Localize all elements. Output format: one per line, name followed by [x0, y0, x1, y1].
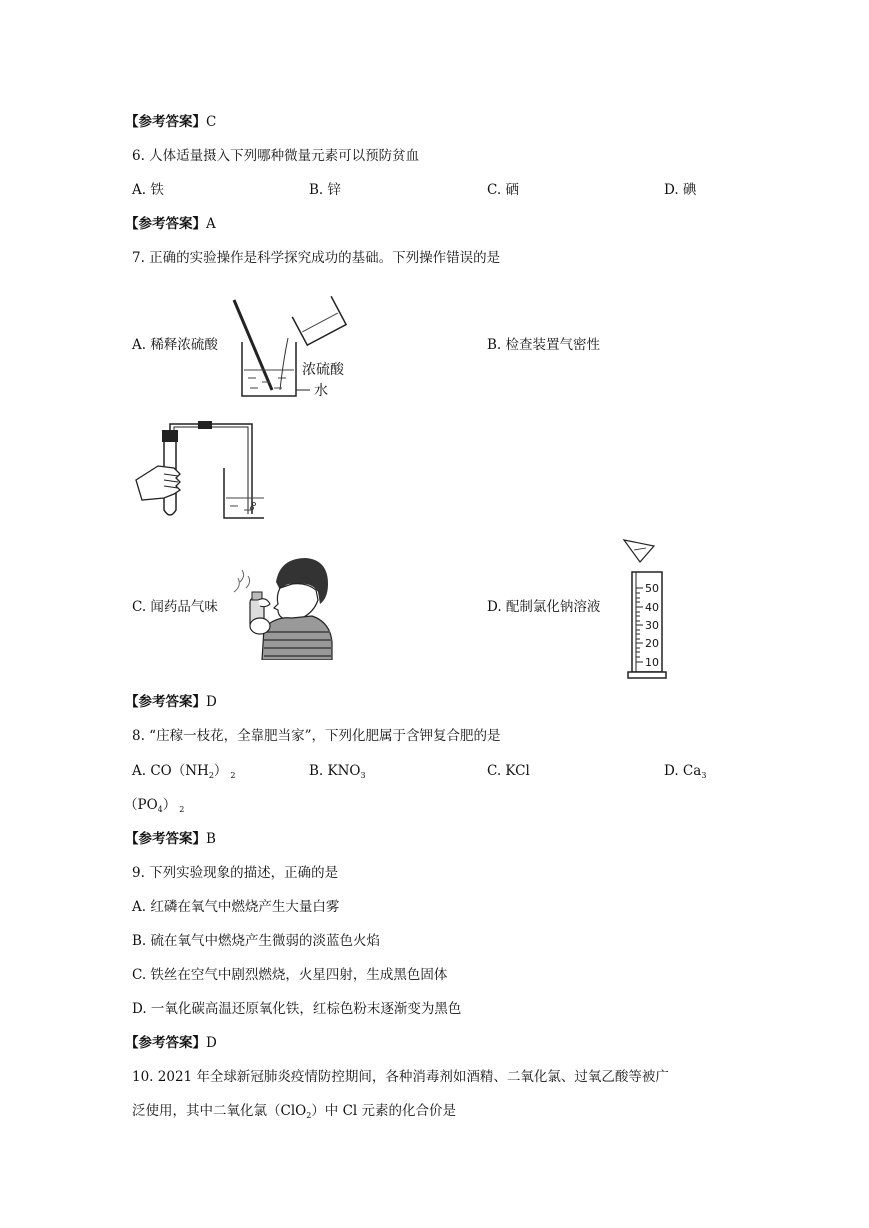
- q6-option-b: B. 锌: [309, 182, 342, 198]
- tick-10: 10: [645, 656, 659, 669]
- q9-option-a: A. 红磷在氧气中燃烧产生大量白雾: [132, 899, 340, 915]
- q7-option-d: D. 配制氯化钠溶液: [487, 599, 601, 615]
- tick-20: 20: [645, 637, 659, 650]
- question-9: 9. 下列实验现象的描述，正确的是: [132, 865, 339, 881]
- q9-option-d: D. 一氧化碳高温还原氧化铁，红棕色粉末逐渐变为黑色: [132, 1001, 462, 1017]
- label-water: 水: [314, 383, 328, 399]
- q7-option-a: A. 稀释浓硫酸: [132, 337, 218, 353]
- airtightness-check-illustration: [134, 418, 264, 522]
- diluting-acid-illustration: [228, 292, 358, 402]
- q8-option-b: B. $KNO_3$: [309, 763, 366, 780]
- q8-option-d: D. $Ca_3$: [664, 763, 707, 780]
- q7-option-b: B. 检查装置气密性: [487, 337, 601, 353]
- q6-option-c: C. 硒: [487, 182, 519, 198]
- tick-40: 40: [645, 601, 659, 614]
- q6-option-a: A. 铁: [132, 182, 164, 198]
- question-6: 6. 人体适量摄入下列哪种微量元素可以预防贫血: [132, 148, 420, 164]
- answer-q8: 【参考答案】B: [125, 831, 216, 847]
- tick-30: 30: [645, 619, 659, 632]
- q6-option-d: D. 碘: [664, 182, 697, 198]
- answer-q6: 【参考答案】A: [125, 216, 216, 232]
- question-8: 8. “庄稼一枝花，全靠肥当家”，下列化肥属于含钾复合肥的是: [132, 728, 501, 744]
- q8-option-a: A. $CO(NH_2)$ $_2$: [132, 763, 236, 780]
- tick-50: 50: [645, 582, 659, 595]
- question-10-line-2: 泛使用，其中二氧化氯（ClO$_2$）中 Cl 元素的化合价是: [132, 1103, 457, 1120]
- smelling-chemical-illustration: [232, 552, 334, 660]
- label-concentrated-acid: 浓硫酸: [302, 362, 344, 378]
- q9-option-c: C. 铁丝在空气中剧烈燃烧，火星四射，生成黑色固体: [132, 967, 448, 983]
- question-10-line-1: 10. 2021 年全球新冠肺炎疫情防控期间，各种消毒剂如酒精、二氧化氯、过氧乙酸等被广: [132, 1069, 669, 1085]
- q8-option-d-continued: $(PO_4)$ $_2$: [124, 797, 185, 814]
- measuring-cylinder-illustration: [616, 536, 676, 682]
- answer-q9: 【参考答案】D: [125, 1035, 217, 1051]
- question-7: 7. 正确的实验操作是科学探究成功的基础。下列操作错误的是: [132, 250, 501, 266]
- q9-option-b: B. 硫在氧气中燃烧产生微弱的淡蓝色火焰: [132, 933, 381, 949]
- q8-option-c: C. KCl: [487, 763, 530, 779]
- q7-option-c: C. 闻药品气味: [132, 599, 218, 615]
- answer-q5: 【参考答案】C: [125, 114, 217, 130]
- answer-q7: 【参考答案】D: [125, 694, 217, 710]
